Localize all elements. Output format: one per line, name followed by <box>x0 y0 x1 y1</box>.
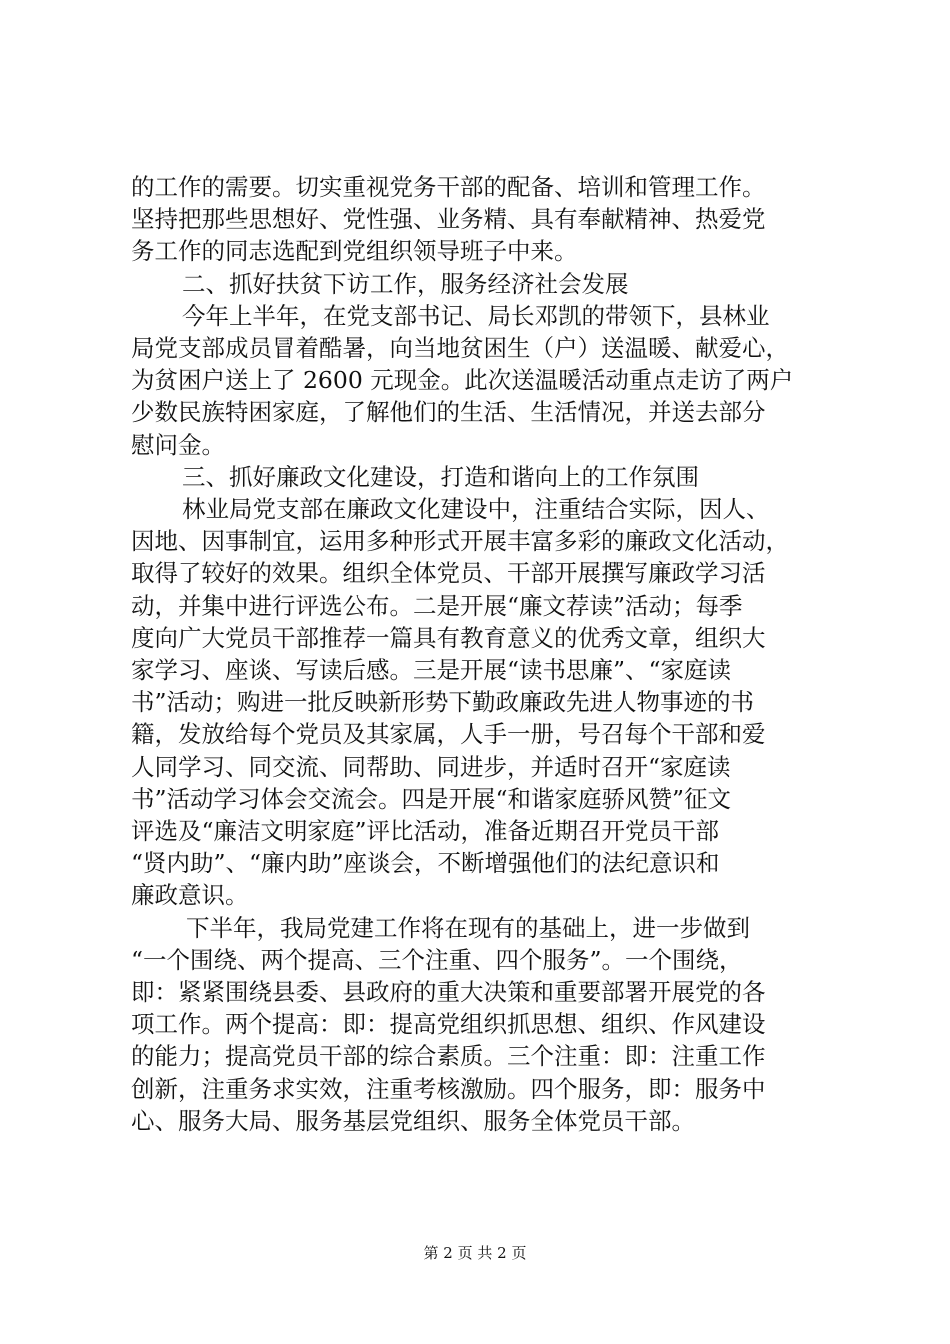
text-line: 局党支部成员冒着酷暑，向当地贫困生（户）送温暖、献爱心， <box>131 334 789 363</box>
text-line: 书”活动学习体会交流会。四是开展“和谐家庭骄风赞”征文 <box>131 784 732 813</box>
text-line: 取得了较好的效果。组织全体党员、干部开展撰写廉政学习活 <box>131 559 766 588</box>
text-line: 的能力；提高党员干部的综合素质。三个注重：即：注重工作 <box>131 1042 766 1071</box>
text-line: “贤内助”、“廉内助”座谈会，不断增强他们的法纪意识和 <box>131 849 720 878</box>
text-line: 林业局党支部在廉政文化建设中，注重结合实际，因人、 <box>182 495 770 524</box>
text-line: 心、服务大局、服务基层党组织、服务全体党员干部。 <box>131 1106 695 1135</box>
text-line: 动，并集中进行评选公布。二是开展“廉文荐读”活动；每季 <box>131 591 743 620</box>
text-line: 即：紧紧围绕县委、县政府的重大决策和重要部署开展党的各 <box>131 978 766 1007</box>
text-line: 廉政意识。 <box>131 881 249 910</box>
document-body <box>131 171 831 1137</box>
text-line: 书”活动；购进一批反映新形势下勤政廉政先进人物事迹的书 <box>131 688 755 717</box>
text-line: 人同学习、同交流、同帮助、同进步，并适时召开“家庭读 <box>131 752 731 781</box>
text-line: “一个围绕、两个提高、三个注重、四个服务”。一个围绕， <box>131 945 743 974</box>
text-line: 家学习、座谈、写读后感。三是开展“读书思廉”、“家庭读 <box>131 656 732 685</box>
text-line: 项工作。两个提高：即：提高党组织抓思想、组织、作风建设 <box>131 1010 766 1039</box>
section-heading-2: 二、抓好扶贫下访工作，服务经济社会发展 <box>182 269 629 298</box>
section-heading-3: 三、抓好廉政文化建设，打造和谐向上的工作氛围 <box>182 462 699 491</box>
text-line: 下半年，我局党建工作将在现有的基础上，进一步做到 <box>186 913 750 942</box>
text-line: 坚持把那些思想好、党性强、业务精、具有奉献精神、热爱党 <box>131 205 766 234</box>
text-line: 为贫困户送上了 2600 元现金。此次送温暖活动重点走访了两户 <box>131 366 794 395</box>
text-line: 今年上半年，在党支部书记、局长邓凯的带领下，县林业 <box>182 301 770 330</box>
text-line: 评选及“廉洁文明家庭”评比活动，准备近期召开党员干部 <box>131 817 720 846</box>
text-line: 籍，发放给每个党员及其家属，人手一册，号召每个干部和爱 <box>131 720 766 749</box>
text-line: 少数民族特困家庭，了解他们的生活、生活情况，并送去部分 <box>131 398 766 427</box>
text-line: 的工作的需要。切实重视党务干部的配备、培训和管理工作。 <box>131 173 766 201</box>
text-line: 务工作的同志选配到党组织领导班子中来。 <box>131 237 578 266</box>
page-number-footer: 第 2 页 共 2 页 <box>423 1244 527 1262</box>
text-line: 度向广大党员干部推荐一篇具有教育意义的优秀文章，组织大 <box>131 623 766 652</box>
text-line: 慰问金。 <box>131 430 225 459</box>
text-line: 因地、因事制宜，运用多种形式开展丰富多彩的廉政文化活动， <box>131 527 789 556</box>
text-line: 创新，注重务求实效，注重考核激励。四个服务，即：服务中 <box>131 1074 766 1103</box>
